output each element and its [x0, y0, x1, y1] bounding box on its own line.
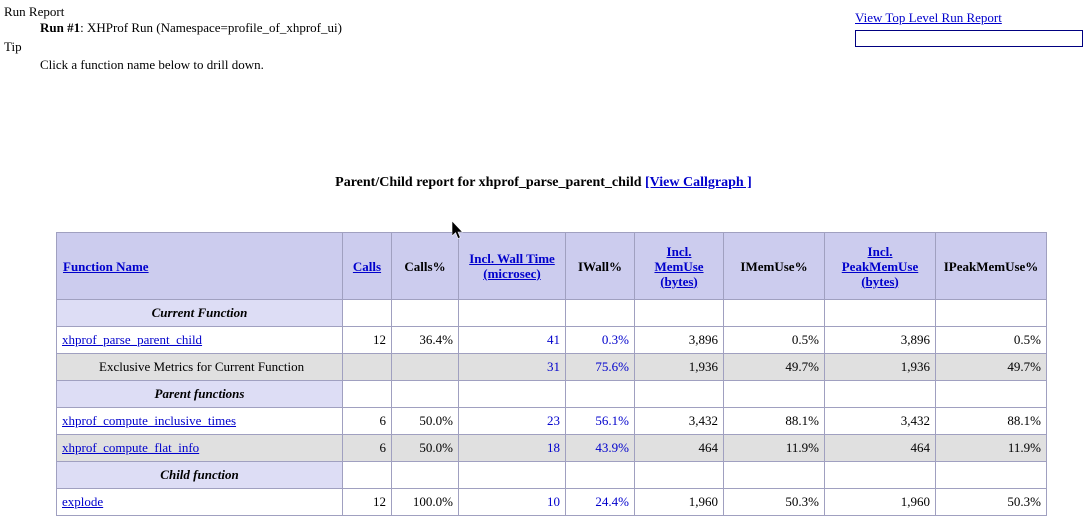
- table-row: [57, 354, 1047, 381]
- tip-text: Click a function name below to drill down.: [40, 57, 264, 72]
- table-header-row: [57, 233, 1047, 300]
- table-section-label: Current Function: [57, 300, 343, 327]
- incl-memuse-cell: 3,896: [635, 327, 724, 354]
- peak-line1: Incl.: [867, 243, 893, 259]
- incl-wall-time-cell: 23: [459, 408, 566, 435]
- peak-line3: (bytes): [861, 273, 899, 289]
- column-header-imemuse-pct: [724, 233, 825, 300]
- table-section-blank-cell: [635, 462, 724, 489]
- column-header-calls[interactable]: [343, 233, 392, 300]
- table-section-blank-cell: [566, 462, 635, 489]
- function-name-link[interactable]: xhprof_compute_flat_info: [62, 440, 200, 455]
- column-header-iwall-pct: [566, 233, 635, 300]
- parent-child-table: [56, 232, 1047, 516]
- function-name-cell[interactable]: [57, 489, 343, 516]
- table-section-blank-cell: [635, 300, 724, 327]
- imemuse-label: IMemUse%: [740, 258, 808, 274]
- calls-pct-cell: 100.0%: [392, 489, 459, 516]
- calls-pct-cell: 50.0%: [392, 408, 459, 435]
- ipeakmemuse-pct-cell: 0.5%: [936, 327, 1047, 354]
- incl-peakmemuse-cell: 3,896: [825, 327, 936, 354]
- incl-wall-time-cell: 18: [459, 435, 566, 462]
- function-name-link[interactable]: xhprof_compute_inclusive_times: [62, 413, 237, 428]
- table-section-label: Child function: [57, 462, 343, 489]
- view-top-level-run-report-link[interactable]: View Top Level Run Report: [855, 10, 1002, 25]
- calls-cell: 6: [343, 408, 392, 435]
- calls-cell: 12: [343, 327, 392, 354]
- imemuse-pct-cell: 0.5%: [724, 327, 825, 354]
- table-section-blank-cell: [459, 381, 566, 408]
- iwall-label: IWall%: [577, 258, 623, 274]
- table-section-row: [57, 300, 1047, 327]
- incl-peakmemuse-cell: 464: [825, 435, 936, 462]
- wall-line2: (microsec): [483, 266, 541, 281]
- column-header-incl-peakmemuse[interactable]: [825, 233, 936, 300]
- table-section-blank-cell: [635, 381, 724, 408]
- incl-memuse-cell: 1,936: [635, 354, 724, 381]
- table-section-blank-cell: [825, 381, 936, 408]
- incl-peakmemuse-cell: 1,960: [825, 489, 936, 516]
- search-input[interactable]: [855, 30, 1083, 47]
- calls-pct-cell: 50.0%: [392, 435, 459, 462]
- run-namespace: : XHProf Run (Namespace=profile_of_xhprof_ui): [80, 20, 342, 35]
- ipeakmemuse-pct-cell: 88.1%: [936, 408, 1047, 435]
- imemuse-pct-cell: 49.7%: [724, 354, 825, 381]
- incl-memuse-cell: 464: [635, 435, 724, 462]
- table-section-blank-cell: [724, 300, 825, 327]
- column-header-ipeakmemuse-pct: [936, 233, 1047, 300]
- imemuse-pct-cell: 50.3%: [724, 489, 825, 516]
- mem-line1: Incl.: [666, 243, 692, 259]
- table-section-blank-cell: [566, 381, 635, 408]
- table-row: [57, 408, 1047, 435]
- mem-line3: (bytes): [660, 273, 698, 289]
- table-section-blank-cell: [392, 462, 459, 489]
- table-row: [57, 489, 1047, 516]
- iwall-pct-cell: 43.9%: [566, 435, 635, 462]
- incl-peakmemuse-cell: 3,432: [825, 408, 936, 435]
- function-name-cell[interactable]: [57, 408, 343, 435]
- function-name-cell[interactable]: [57, 327, 343, 354]
- calls-cell: 6: [343, 435, 392, 462]
- ipeakmemuse-pct-cell: 49.7%: [936, 354, 1047, 381]
- ipeakmemuse-label: IPeakMemUse%: [943, 258, 1039, 274]
- table-head: [57, 233, 1047, 300]
- table-section-blank-cell: [392, 381, 459, 408]
- run-report-label: Run Report: [4, 4, 65, 19]
- table-section-blank-cell: [936, 300, 1047, 327]
- calls-cell: [343, 354, 392, 381]
- sort-incl-wall-time-link[interactable]: [469, 251, 555, 281]
- calls-pct-label: Calls%: [404, 258, 446, 274]
- table-section-blank-cell: [936, 462, 1047, 489]
- top-right-panel: [855, 10, 1087, 47]
- incl-memuse-cell: 1,960: [635, 489, 724, 516]
- table-section-blank-cell: [566, 300, 635, 327]
- table-section-blank-cell: [459, 462, 566, 489]
- wall-line1: Incl. Wall Time: [469, 251, 555, 266]
- table-section-blank-cell: [343, 300, 392, 327]
- report-title-text: Parent/Child report for xhprof_parse_parent_child: [335, 175, 642, 190]
- function-name-cell[interactable]: [57, 435, 343, 462]
- mem-line2: MemUse: [654, 258, 704, 274]
- parent-child-table-wrap: [56, 232, 1047, 516]
- table-section-blank-cell: [724, 381, 825, 408]
- table-section-blank-cell: [825, 462, 936, 489]
- column-header-incl-wall-time[interactable]: [459, 233, 566, 300]
- calls-pct-cell: 36.4%: [392, 327, 459, 354]
- column-header-function-name[interactable]: [57, 233, 343, 300]
- column-header-calls-pct: [392, 233, 459, 300]
- imemuse-pct-cell: 88.1%: [724, 408, 825, 435]
- report-title: [0, 175, 1087, 191]
- incl-wall-time-cell: 31: [459, 354, 566, 381]
- iwall-pct-cell: 0.3%: [566, 327, 635, 354]
- run-number: Run #1: [40, 20, 81, 35]
- table-row: [57, 435, 1047, 462]
- iwall-pct-cell: 56.1%: [566, 408, 635, 435]
- table-section-blank-cell: [936, 381, 1047, 408]
- table-section-blank-cell: [343, 381, 392, 408]
- incl-memuse-cell: 3,432: [635, 408, 724, 435]
- tip-label: Tip: [4, 39, 22, 54]
- iwall-pct-cell: 75.6%: [566, 354, 635, 381]
- function-name-cell: Exclusive Metrics for Current Function: [57, 354, 343, 381]
- imemuse-pct-cell: 11.9%: [724, 435, 825, 462]
- ipeakmemuse-pct-cell: 50.3%: [936, 489, 1047, 516]
- view-callgraph-link[interactable]: [View Callgraph ]: [645, 175, 752, 190]
- incl-peakmemuse-cell: 1,936: [825, 354, 936, 381]
- ipeakmemuse-pct-cell: 11.9%: [936, 435, 1047, 462]
- calls-cell: 12: [343, 489, 392, 516]
- peak-line2: PeakMemUse: [841, 258, 919, 274]
- page-header: [0, 0, 1087, 74]
- sort-incl-peakmemuse-link[interactable]: [842, 244, 919, 289]
- incl-wall-time-cell: 10: [459, 489, 566, 516]
- function-name-link[interactable]: xhprof_parse_parent_child: [62, 332, 203, 347]
- table-section-blank-cell: [392, 300, 459, 327]
- table-section-blank-cell: [459, 300, 566, 327]
- iwall-pct-cell: 24.4%: [566, 489, 635, 516]
- sort-incl-memuse-link[interactable]: [654, 244, 703, 289]
- column-header-incl-memuse[interactable]: [635, 233, 724, 300]
- table-section-label: Parent functions: [57, 381, 343, 408]
- table-section-row: [57, 462, 1047, 489]
- calls-pct-cell: [392, 354, 459, 381]
- sort-function-name-link[interactable]: Function Name: [63, 258, 149, 274]
- function-name-link[interactable]: explode: [62, 494, 104, 509]
- incl-wall-time-cell: 41: [459, 327, 566, 354]
- table-section-row: [57, 381, 1047, 408]
- table-body: [57, 300, 1047, 516]
- table-row: [57, 327, 1047, 354]
- table-section-blank-cell: [343, 462, 392, 489]
- sort-calls-link[interactable]: Calls: [352, 258, 382, 274]
- table-section-blank-cell: [825, 300, 936, 327]
- table-section-blank-cell: [724, 462, 825, 489]
